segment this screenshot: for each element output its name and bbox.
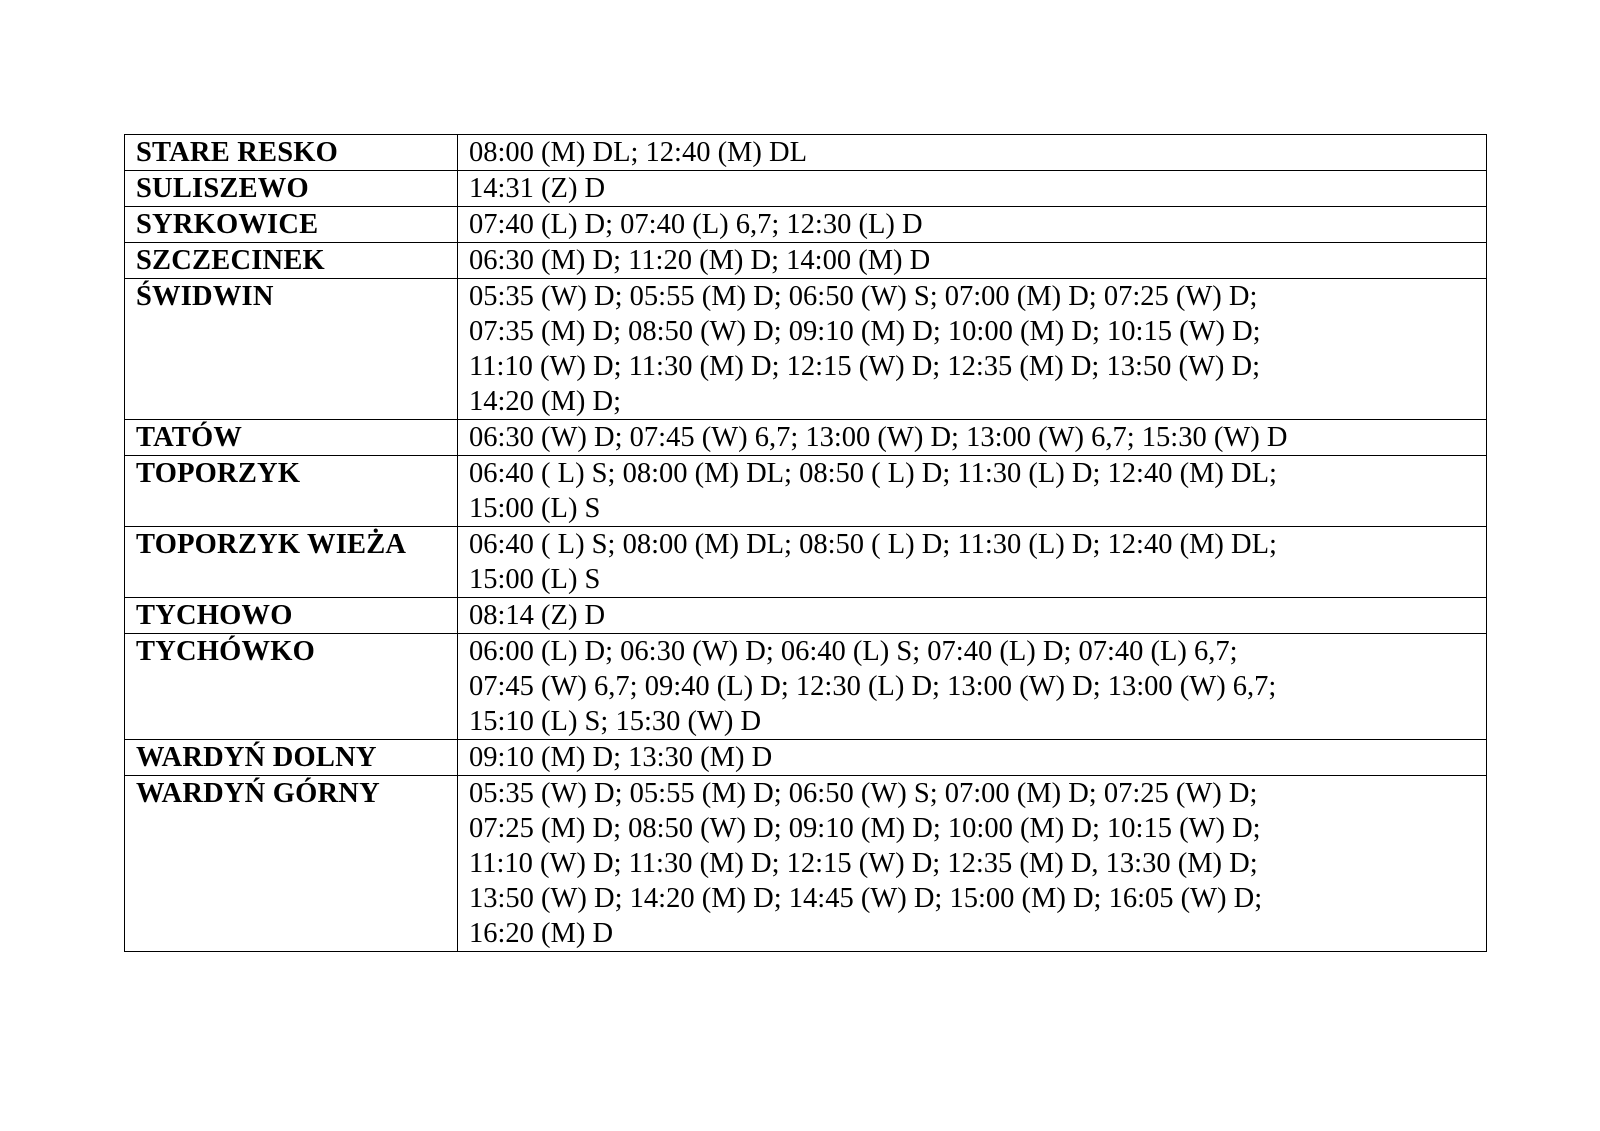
place-name-cell: WARDYŃ GÓRNY	[125, 776, 458, 952]
departure-times-line: 15:00 (L) S	[469, 493, 601, 524]
departure-times-line: 11:10 (W) D; 11:30 (M) D; 12:15 (W) D; 12:35 (M) D; 13:50 (W) D;	[469, 351, 1261, 382]
departure-times-line: 08:00 (M) DL; 12:40 (M) DL	[469, 137, 808, 168]
table-row	[125, 135, 1487, 171]
table-row	[125, 634, 1487, 740]
departure-times-cell	[458, 598, 1487, 634]
table-row	[125, 243, 1487, 279]
place-name-cell: SZCZECINEK	[125, 243, 458, 279]
table-row	[125, 527, 1487, 598]
departure-times-line: 07:25 (M) D; 08:50 (W) D; 09:10 (M) D; 10:00 (M) D; 10:15 (W) D;	[469, 813, 1261, 844]
departure-times-line: 15:10 (L) S; 15:30 (W) D	[469, 706, 762, 737]
departure-times-cell	[458, 776, 1487, 952]
departure-times-line: 14:31 (Z) D	[469, 173, 606, 204]
departure-times-cell	[458, 207, 1487, 243]
table-row	[125, 420, 1487, 456]
departure-times-cell	[458, 135, 1487, 171]
departure-times-cell	[458, 740, 1487, 776]
schedule-table	[124, 134, 1487, 952]
departure-times-cell	[458, 456, 1487, 527]
departure-times-cell	[458, 279, 1487, 420]
departure-times-line: 07:45 (W) 6,7; 09:40 (L) D; 12:30 (L) D; 13:00 (W) D; 13:00 (W) 6,7;	[469, 671, 1277, 702]
departure-times-line: 08:14 (Z) D	[469, 600, 606, 631]
departure-times-line: 06:40 ( L) S; 08:00 (M) DL; 08:50 ( L) D; 11:30 (L) D; 12:40 (M) DL;	[469, 529, 1277, 560]
departure-times-cell	[458, 171, 1487, 207]
departure-times-line: 06:00 (L) D; 06:30 (W) D; 06:40 (L) S; 07:40 (L) D; 07:40 (L) 6,7;	[469, 636, 1238, 667]
table-row	[125, 171, 1487, 207]
departure-times-cell	[458, 243, 1487, 279]
place-name-cell: SYRKOWICE	[125, 207, 458, 243]
place-name-cell: STARE RESKO	[125, 135, 458, 171]
departure-times-line: 07:40 (L) D; 07:40 (L) 6,7; 12:30 (L) D	[469, 209, 923, 240]
table-row	[125, 740, 1487, 776]
departure-times-line: 06:30 (M) D; 11:20 (M) D; 14:00 (M) D	[469, 245, 931, 276]
departure-times-line: 14:20 (M) D;	[469, 386, 621, 417]
place-name-cell: SULISZEWO	[125, 171, 458, 207]
table-row	[125, 279, 1487, 420]
departure-times-cell	[458, 420, 1487, 456]
departure-times-line: 07:35 (M) D; 08:50 (W) D; 09:10 (M) D; 10:00 (M) D; 10:15 (W) D;	[469, 316, 1261, 347]
departure-times-line: 05:35 (W) D; 05:55 (M) D; 06:50 (W) S; 07:00 (M) D; 07:25 (W) D;	[469, 281, 1258, 312]
departure-times-cell	[458, 634, 1487, 740]
place-name-cell: TATÓW	[125, 420, 458, 456]
departure-times-line: 06:40 ( L) S; 08:00 (M) DL; 08:50 ( L) D; 11:30 (L) D; 12:40 (M) DL;	[469, 458, 1277, 489]
table-row	[125, 598, 1487, 634]
place-name-cell: TYCHÓWKO	[125, 634, 458, 740]
place-name-cell: WARDYŃ DOLNY	[125, 740, 458, 776]
departure-times-line: 09:10 (M) D; 13:30 (M) D	[469, 742, 773, 773]
departure-times-line: 05:35 (W) D; 05:55 (M) D; 06:50 (W) S; 07:00 (M) D; 07:25 (W) D;	[469, 778, 1258, 809]
place-name-cell: ŚWIDWIN	[125, 279, 458, 420]
departure-times-line: 06:30 (W) D; 07:45 (W) 6,7; 13:00 (W) D; 13:00 (W) 6,7; 15:30 (W) D	[469, 422, 1288, 453]
departure-times-line: 15:00 (L) S	[469, 564, 601, 595]
place-name-cell: TYCHOWO	[125, 598, 458, 634]
place-name-cell: TOPORZYK	[125, 456, 458, 527]
departure-times-cell	[458, 527, 1487, 598]
table-row	[125, 456, 1487, 527]
table-row	[125, 776, 1487, 952]
departure-times-line: 16:20 (M) D	[469, 918, 614, 949]
place-name-cell: TOPORZYK WIEŻA	[125, 527, 458, 598]
table-row	[125, 207, 1487, 243]
departure-times-line: 11:10 (W) D; 11:30 (M) D; 12:15 (W) D; 12:35 (M) D, 13:30 (M) D;	[469, 848, 1258, 879]
schedule-table-body	[125, 135, 1487, 952]
departure-times-line: 13:50 (W) D; 14:20 (M) D; 14:45 (W) D; 15:00 (M) D; 16:05 (W) D;	[469, 883, 1263, 914]
